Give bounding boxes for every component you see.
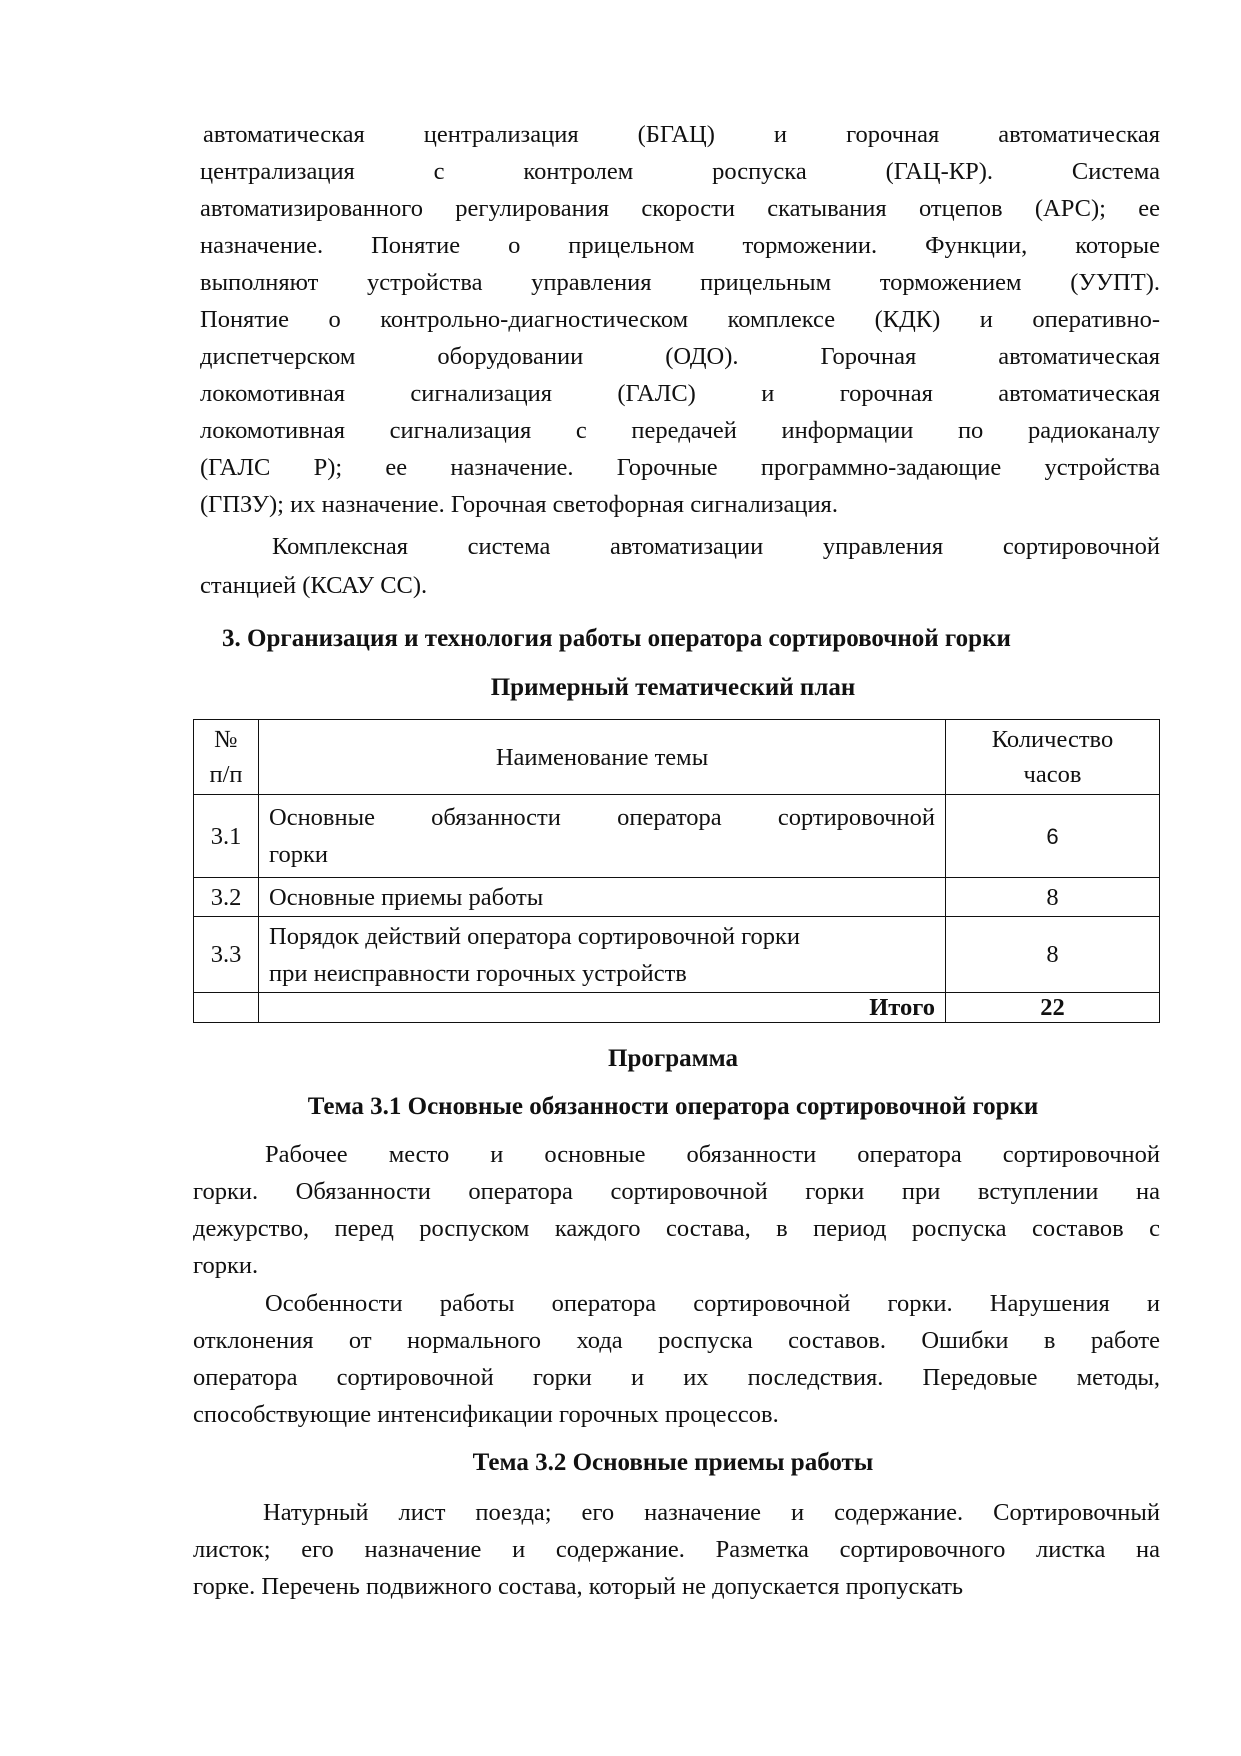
row-hours: 6 [946, 795, 1160, 878]
text-line: горке. Перечень подвижного состава, который не допускается пропускать [193, 1573, 964, 1600]
row-num: 3.3 [194, 917, 259, 993]
table-total-row [194, 993, 1160, 1023]
text-line: станцией (КСАУ СС). [200, 572, 428, 599]
header-hours [946, 720, 1160, 795]
row-name [259, 917, 946, 993]
table-row [194, 795, 1160, 878]
header-name: Наименование темы [259, 720, 946, 795]
text-line: Понятие о контрольно-диагностическом комплексе (КДК) и оперативно- [200, 306, 1160, 333]
row-name-line: Порядок действий оператора сортировочной горки [269, 922, 801, 950]
row-hours: 8 [946, 878, 1160, 917]
header-num [194, 720, 259, 795]
header-num-line: п/п [209, 761, 243, 788]
row-name [259, 795, 946, 878]
table-row [194, 917, 1160, 993]
text-line: горки. [193, 1252, 259, 1279]
text-line: Особенности работы оператора сортировочной горки. Нарушения и [265, 1290, 1160, 1317]
text-line: назначение. Понятие о прицельном торможении. Функции, которые [200, 232, 1160, 259]
header-hours-line: Количество [991, 726, 1114, 753]
text-line: горки. Обязанности оператора сортировочной горки при вступлении на [193, 1178, 1160, 1205]
text-line: Рабочее место и основные обязанности оператора сортировочной [265, 1141, 1160, 1168]
topic-3-2-title: Тема 3.2 Основные приемы работы [472, 1449, 874, 1476]
text-line: Натурный лист поезда; его назначение и содержание. Сортировочный [263, 1499, 1160, 1526]
row-hours: 8 [946, 917, 1160, 993]
total-label: Итого [259, 993, 946, 1023]
table-header-row [194, 720, 1160, 795]
total-hours: 22 [946, 993, 1160, 1023]
text-line: централизация с контролем роспуска (ГАЦ-КР). Система [200, 158, 1160, 185]
text-line: автоматическая централизация (БГАЦ) и горочная автоматическая [203, 121, 1160, 148]
text-line: листок; его назначение и содержание. Разметка сортировочного листка на [193, 1536, 1160, 1563]
row-name-line: Основные обязанности оператора сортировочной [269, 804, 935, 831]
row-name: Основные приемы работы [259, 878, 946, 917]
thematic-plan-table [193, 719, 1160, 1023]
text-line: способствующие интенсификации горочных процессов. [193, 1401, 779, 1428]
text-line: локомотивная сигнализация (ГАЛС) и горочная автоматическая [200, 380, 1160, 407]
text-line: локомотивная сигнализация с передачей информации по радиоканалу [200, 417, 1160, 444]
row-num: 3.1 [194, 795, 259, 878]
row-name-line: горки [269, 841, 328, 868]
text-line: оператора сортировочной горки и их последствия. Передовые методы, [193, 1364, 1160, 1391]
text-line: (ГАЛС Р); ее назначение. Горочные программно-задающие устройства [200, 454, 1160, 481]
text-line: (ГПЗУ); их назначение. Горочная светофорная сигнализация. [200, 491, 838, 518]
table-row [194, 878, 1160, 917]
text-line: дежурство, перед роспуском каждого состава, в период роспуска составов с [193, 1215, 1160, 1242]
text-line: Комплексная система автоматизации управления сортировочной [272, 533, 1160, 560]
section-title: 3. Организация и технология работы оператора сортировочной горки [222, 625, 1011, 652]
header-num-line: № [214, 726, 238, 753]
total-empty-cell [194, 993, 259, 1023]
row-num: 3.2 [194, 878, 259, 917]
text-line: отклонения от нормального хода роспуска составов. Ошибки в работе [193, 1327, 1160, 1354]
text-line: автоматизированного регулирования скорости скатывания отцепов (АРС); ее [200, 195, 1160, 222]
header-hours-line: часов [1023, 761, 1082, 788]
text-line: выполняют устройства управления прицельным торможением (УУПТ). [200, 269, 1160, 296]
text-line: диспетчерском оборудовании (ОДО). Горочная автоматическая [200, 343, 1160, 370]
program-title: Программа [608, 1045, 738, 1072]
row-name-line: при неисправности горочных устройств [269, 959, 687, 987]
topic-3-1-title: Тема 3.1 Основные обязанности оператора сортировочной горки [307, 1093, 1039, 1120]
plan-title: Примерный тематический план [490, 674, 856, 701]
